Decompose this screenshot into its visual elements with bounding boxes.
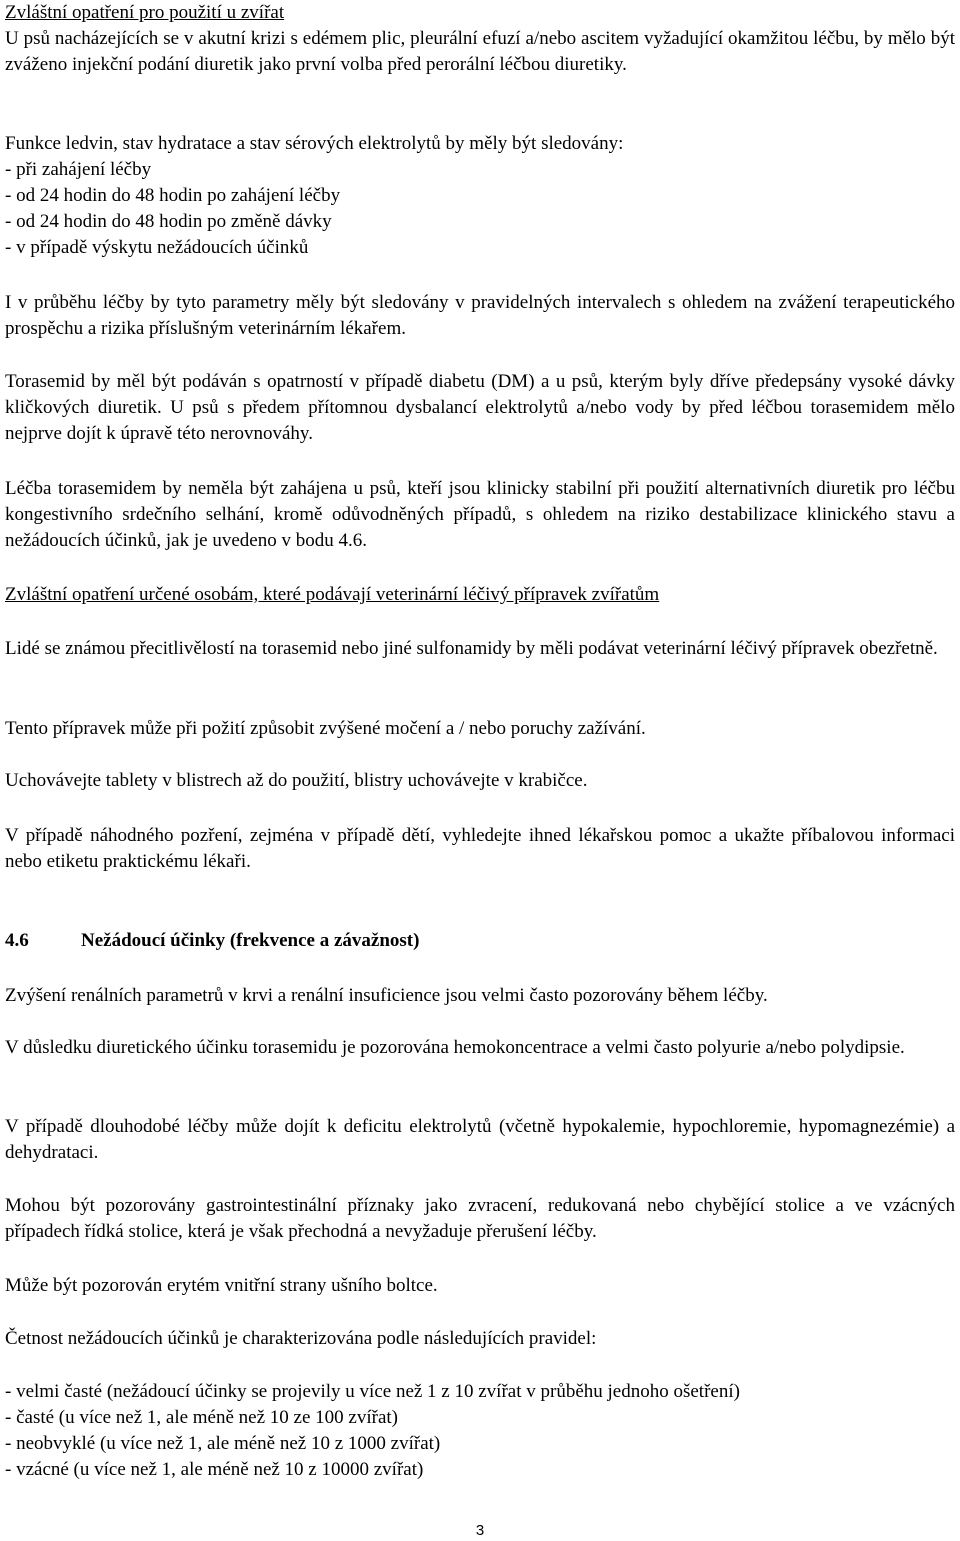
list-item: - vzácné (u více než 1, ale méně než 10 z 10000 zvířat) xyxy=(5,1459,424,1480)
paragraph-gastrointestinal: Mohou být pozorovány gastrointestinální příznaky jako zvracení, redukovaná nebo chybějící stolice a ve vzácných případech řídká stolice, která je však přechodná a nevyžaduje přerušení léčby. xyxy=(5,1195,955,1242)
paragraph-hemoconcentration: V důsledku diuretického účinku torasemidu je pozorována hemokoncentrace a velmi často polyurie a/nebo polydipsie. xyxy=(5,1037,905,1058)
paragraph-periodic-monitoring: I v průběhu léčby by tyto parametry měly být sledovány v pravidelných intervalech s ohledem na zvážení terapeutického prospěchu a rizika příslušným veterinárním lékařem. xyxy=(5,292,955,339)
paragraph-hypersensitivity: Lidé se známou přecitlivělostí na torasemid nebo jiné sulfonamidy by měli podávat veterinární léčivý přípravek obezřetně. xyxy=(5,638,938,659)
list-item: - časté (u více než 1, ale méně než 10 ze 100 zvířat) xyxy=(5,1407,398,1428)
paragraph-ingestion-effects: Tento přípravek může při požití způsobit zvýšené močení a / nebo poruchy zažívání. xyxy=(5,718,646,739)
section-number: 4.6 xyxy=(5,930,29,951)
frequency-list xyxy=(5,1379,955,1483)
list-item: - od 24 hodin do 48 hodin po změně dávky xyxy=(5,211,332,232)
monitoring-block xyxy=(5,131,955,261)
monitoring-intro: Funkce ledvin, stav hydratace a stav sérových elektrolytů by měly být sledovány: xyxy=(5,133,624,154)
section-heading-persons: Zvláštní opatření určené osobám, které podávají veterinární léčivý přípravek zvířatům xyxy=(5,584,660,605)
list-item: - neobvyklé (u více než 1, ale méně než 10 z 1000 zvířat) xyxy=(5,1433,441,1454)
paragraph-erythema: Může být pozorován erytém vnitřní strany ušního boltce. xyxy=(5,1275,438,1296)
paragraph-renal-parameters: Zvýšení renálních parametrů v krvi a renální insuficience jsou velmi často pozorovány během léčby. xyxy=(5,985,768,1006)
paragraph-storage: Uchovávejte tablety v blistrech až do použití, blistry uchovávejte v krabičce. xyxy=(5,770,588,791)
section-title: Nežádoucí účinky (frekvence a závažnost) xyxy=(81,930,420,951)
paragraph-injection-diuretics: U psů nacházejících se v akutní krizi s edémem plic, pleurální efuzí a/nebo ascitem vyžadující okamžitou léčbu, by mělo být zváženo injekční podání diuretik jako první volba před perorální léčbou diuretiky. xyxy=(5,28,955,75)
list-item: - velmi časté (nežádoucí účinky se projevily u více než 1 z 10 zvířat v průběhu jednoho ošetření) xyxy=(5,1381,740,1402)
paragraph-caution-diabetes: Torasemid by měl být podáván s opatrností v případě diabetu (DM) a u psů, kterým byly dříve předepsány vysoké dávky kličkových diuretik. U psů s předem přítomnou dysbalancí elektrolytů a/nebo vody by před léčbou torasemidem mělo nejprve dojít k úpravě této nerovnováhy. xyxy=(5,371,955,444)
paragraph-stable-dogs: Léčba torasemidem by neměla být zahájena u psů, kteří jsou klinicky stabilní při použití alternativních diuretik pro léčbu kongestivního srdečního selhání, kromě odůvodněných případů, s ohledem na riziko destabilizace klinického stavu a nežádoucích účinků, jak je uvedeno v bodu 4.6. xyxy=(5,478,955,551)
section-heading-animals: Zvláštní opatření pro použití u zvířat xyxy=(5,2,285,23)
paragraph-frequency-intro: Četnost nežádoucích účinků je charakterizována podle následujících pravidel: xyxy=(5,1328,597,1349)
list-item: - v případě výskytu nežádoucích účinků xyxy=(5,237,309,258)
page-number: 3 xyxy=(475,1522,485,1539)
paragraph-electrolyte-deficit: V případě dlouhodobé léčby může dojít k deficitu elektrolytů (včetně hypokalemie, hypochloremie, hypomagnezémie) a dehydrataci. xyxy=(5,1116,955,1163)
paragraph-accidental-ingestion: V případě náhodného pozření, zejména v případě dětí, vyhledejte ihned lékařskou pomoc a ukažte příbalovou informaci nebo etiketu praktickému lékaři. xyxy=(5,825,955,872)
section-heading-adverse-effects xyxy=(5,928,955,954)
list-item: - při zahájení léčby xyxy=(5,159,152,180)
list-item: - od 24 hodin do 48 hodin po zahájení léčby xyxy=(5,185,341,206)
